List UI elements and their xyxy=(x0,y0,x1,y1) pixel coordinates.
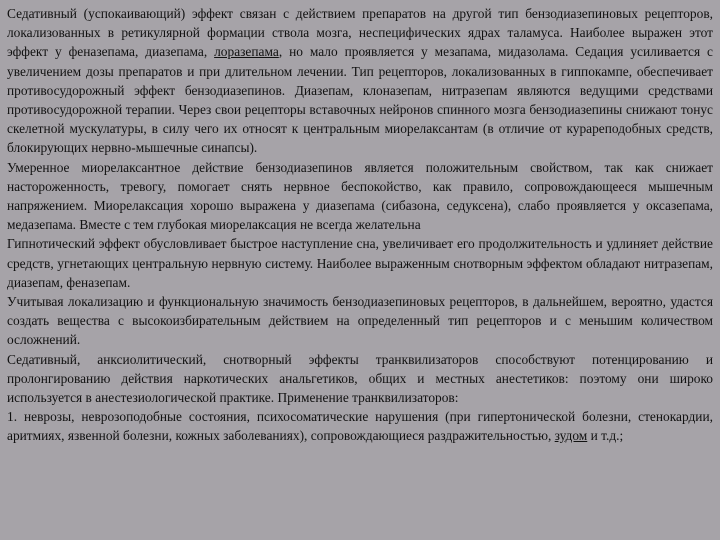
paragraph xyxy=(7,292,713,350)
paragraph-text: и т.д.; xyxy=(587,428,624,444)
paragraph xyxy=(7,407,713,445)
paragraph-text: 1. неврозы, неврозоподобные состояния, психосоматические нарушения (при гипертонической болезни, стенокардии, аритмиях, язвенной болезни, кожных заболеваниях), сопровождающиеся раздражительностью, xyxy=(7,409,713,444)
underlined-term: лоразепама xyxy=(214,44,279,60)
underlined-term: зудом xyxy=(554,428,588,444)
paragraph-text: Гипнотический эффект обусловливает быстрое наступление сна, увеличивает его продолжительность и удлиняет действие средств, угнетающих центральную нервную систему. Наиболее выраженным снотворным эффектом обладают нитразепам, диазепам, феназепам. xyxy=(7,236,713,290)
paragraph-text: Умеренное миорелаксантное действие бензодиазепинов является положительным свойством, так как снижает настороженность, тревогу, помогает снять нервное беспокойство, как правило, сопровождающееся мышечным напряжением. Миорелаксация хорошо выражена у диазепама (сибазона, седуксена), слабо проявляется у оксазепама, медазепама. Вместе с тем глубокая миорелаксация не всегда желательна xyxy=(7,159,713,233)
paragraph xyxy=(7,158,713,235)
paragraph xyxy=(7,234,713,292)
document-text-body xyxy=(7,4,713,446)
paragraph xyxy=(7,4,713,158)
paragraph xyxy=(7,350,713,408)
paragraph-text: , но мало проявляется у мезапама, мидазолама. Седация усиливается с увеличением дозы препаратов и при длительном лечении. Тип рецепторов, локализованных в гиппокампе, обеспечивает противосудорожный эффект бензодиазепинов. Диазепам, клоназепам, нитразепам являются ведущими средствами противосудорожной терапии. Через свои рецепторы вставочных нейронов спинного мозга бензодиазепины снижают тонус скелетной мускулатуры, в силу чего их относят к центральным миорелаксантам (в отличие от курареподобных средств, блокирующих нервно-мышечные синапсы). xyxy=(7,44,713,156)
paragraph-text: Седативный, анксиолитический, снотворный эффекты транквилизаторов способствуют потенцированию и пролонгированию действия наркотических анальгетиков, общих и местных анестетиков: поэтому они широко используется в анестезиологической практике. Применение транквилизаторов: xyxy=(7,351,713,406)
paragraph-text: Учитывая локализацию и функциональную значимость бензодиазепиновых рецепторов, в дальнейшем, вероятно, удастся создать вещества с высокоизбирательным действием на определенный тип рецепторов и с меньшим количеством осложнений. xyxy=(7,294,713,348)
paragraph-text: Седативный (успокаивающий) эффект связан с действием препаратов на другой тип бензодиазепиновых рецепторов, локализованных в ретикулярной формации ствола мозга, неспецифических ядрах таламуса. Наиболее выражен этот эффект у феназепама, диазепама, xyxy=(7,6,713,60)
